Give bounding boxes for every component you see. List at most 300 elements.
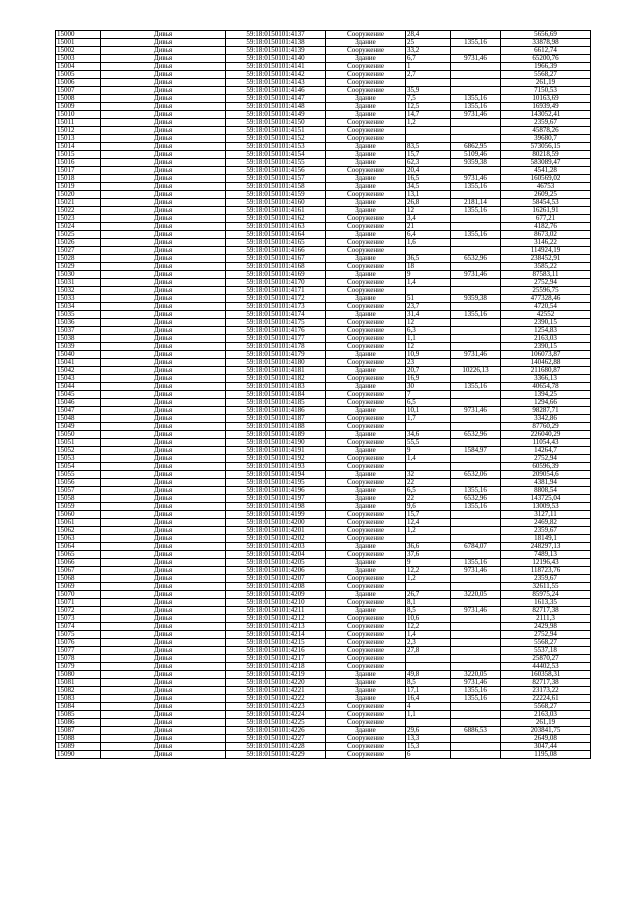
row-number-cell: 15071 — [56, 599, 101, 607]
area-cell: 6,7 — [406, 55, 451, 63]
row-number-cell: 15086 — [56, 719, 101, 727]
locality-cell: Дивья — [101, 311, 226, 319]
row-number-cell: 15028 — [56, 255, 101, 263]
object-type-cell: Сооружение — [326, 455, 406, 463]
cadastral-value-cell: 5568,27 — [501, 71, 591, 79]
cadastral-value-cell: 14264,7 — [501, 447, 591, 455]
row-number-cell: 15033 — [56, 295, 101, 303]
row-number-cell: 15076 — [56, 639, 101, 647]
area-cell — [406, 535, 451, 543]
table-row — [56, 687, 591, 695]
object-type-cell: Сооружение — [326, 735, 406, 743]
cadastral-value-cell: 22224,61 — [501, 695, 591, 703]
row-number-cell: 15026 — [56, 239, 101, 247]
area-cell: 12,2 — [406, 623, 451, 631]
cadastral-number-cell: 59:18:0150101:4147 — [226, 95, 326, 103]
table-row — [56, 535, 591, 543]
locality-cell: Дивья — [101, 143, 226, 151]
object-type-cell: Сооружение — [326, 663, 406, 671]
locality-cell: Дивья — [101, 199, 226, 207]
area-cell — [406, 463, 451, 471]
rate-cell: 6532,96 — [451, 431, 501, 439]
row-number-cell: 15040 — [56, 351, 101, 359]
rate-cell: 9359,38 — [451, 295, 501, 303]
table-row — [56, 415, 591, 423]
locality-cell: Дивья — [101, 327, 226, 335]
cadastral-value-cell: 40654,78 — [501, 383, 591, 391]
cadastral-value-cell: 87760,29 — [501, 423, 591, 431]
cadastral-number-cell: 59:18:0150101:4141 — [226, 63, 326, 71]
rate-cell — [451, 223, 501, 231]
cadastral-number-cell: 59:18:0150101:4208 — [226, 583, 326, 591]
area-cell: 10,6 — [406, 615, 451, 623]
cadastral-number-cell: 59:18:0150101:4199 — [226, 511, 326, 519]
cadastral-value-cell: 4541,28 — [501, 167, 591, 175]
table-row — [56, 151, 591, 159]
cadastral-number-cell: 59:18:0150101:4196 — [226, 487, 326, 495]
cadastral-value-cell: 44402,53 — [501, 663, 591, 671]
cadastral-number-cell: 59:18:0150101:4161 — [226, 207, 326, 215]
cadastral-value-cell: 5656,69 — [501, 31, 591, 39]
table-row — [56, 631, 591, 639]
object-type-cell: Здание — [326, 495, 406, 503]
row-number-cell: 15084 — [56, 703, 101, 711]
rate-cell — [451, 631, 501, 639]
cadastral-value-cell: 7489,13 — [501, 551, 591, 559]
row-number-cell: 15012 — [56, 127, 101, 135]
cadastral-number-cell: 59:18:0150101:4178 — [226, 343, 326, 351]
cadastral-number-cell: 59:18:0150101:4202 — [226, 535, 326, 543]
area-cell: 1,2 — [406, 119, 451, 127]
row-number-cell: 15048 — [56, 415, 101, 423]
row-number-cell: 15052 — [56, 447, 101, 455]
object-type-cell: Сооружение — [326, 639, 406, 647]
rate-cell: 1355,16 — [451, 687, 501, 695]
table-row — [56, 719, 591, 727]
object-type-cell: Сооружение — [326, 743, 406, 751]
table-row — [56, 223, 591, 231]
object-type-cell: Здание — [326, 199, 406, 207]
cadastral-number-cell: 59:18:0150101:4169 — [226, 271, 326, 279]
cadastral-value-cell: 2390,15 — [501, 343, 591, 351]
locality-cell: Дивья — [101, 743, 226, 751]
object-type-cell: Сооружение — [326, 343, 406, 351]
area-cell: 1,6 — [406, 239, 451, 247]
table-row — [56, 527, 591, 535]
locality-cell: Дивья — [101, 623, 226, 631]
object-type-cell: Сооружение — [326, 439, 406, 447]
rate-cell — [451, 639, 501, 647]
row-number-cell: 15089 — [56, 743, 101, 751]
cadastral-value-cell: 46753 — [501, 183, 591, 191]
rate-cell — [451, 623, 501, 631]
object-type-cell: Здание — [326, 567, 406, 575]
rate-cell — [451, 463, 501, 471]
rate-cell: 2181,14 — [451, 199, 501, 207]
cadastral-value-cell: 39680,7 — [501, 135, 591, 143]
object-type-cell: Здание — [326, 295, 406, 303]
locality-cell: Дивья — [101, 663, 226, 671]
cadastral-number-cell: 59:18:0150101:4205 — [226, 559, 326, 567]
rate-cell — [451, 735, 501, 743]
cadastral-number-cell: 59:18:0150101:4174 — [226, 311, 326, 319]
object-type-cell: Здание — [326, 175, 406, 183]
table-row — [56, 607, 591, 615]
locality-cell: Дивья — [101, 455, 226, 463]
rate-cell: 1355,16 — [451, 311, 501, 319]
rate-cell — [451, 335, 501, 343]
area-cell: 16,9 — [406, 375, 451, 383]
row-number-cell: 15014 — [56, 143, 101, 151]
cadastral-value-cell: 60596,39 — [501, 463, 591, 471]
area-cell: 12,5 — [406, 103, 451, 111]
locality-cell: Дивья — [101, 63, 226, 71]
cadastral-value-cell: 82717,38 — [501, 679, 591, 687]
area-cell: 27,8 — [406, 647, 451, 655]
locality-cell: Дивья — [101, 271, 226, 279]
rate-cell: 1355,16 — [451, 95, 501, 103]
rate-cell — [451, 191, 501, 199]
row-number-cell: 15067 — [56, 567, 101, 575]
table-row — [56, 367, 591, 375]
row-number-cell: 15021 — [56, 199, 101, 207]
row-number-cell: 15011 — [56, 119, 101, 127]
cadastral-value-cell: 13009,53 — [501, 503, 591, 511]
cadastral-number-cell: 59:18:0150101:4188 — [226, 423, 326, 431]
object-type-cell: Сооружение — [326, 711, 406, 719]
cadastral-value-cell: 87583,11 — [501, 271, 591, 279]
row-number-cell: 15005 — [56, 71, 101, 79]
locality-cell: Дивья — [101, 167, 226, 175]
table-row — [56, 599, 591, 607]
table-row — [56, 583, 591, 591]
table-row — [56, 247, 591, 255]
object-type-cell: Сооружение — [326, 463, 406, 471]
area-cell: 4 — [406, 703, 451, 711]
cadastral-value-cell: 209054,6 — [501, 471, 591, 479]
rate-cell — [451, 279, 501, 287]
cadastral-number-cell: 59:18:0150101:4180 — [226, 359, 326, 367]
area-cell — [406, 79, 451, 87]
rate-cell — [451, 215, 501, 223]
cadastral-value-cell: 80218,59 — [501, 151, 591, 159]
cadastral-number-cell: 59:18:0150101:4168 — [226, 263, 326, 271]
rate-cell — [451, 527, 501, 535]
cadastral-value-cell: 261,19 — [501, 79, 591, 87]
rate-cell — [451, 31, 501, 39]
cadastral-number-cell: 59:18:0150101:4159 — [226, 191, 326, 199]
locality-cell: Дивья — [101, 679, 226, 687]
row-number-cell: 15090 — [56, 751, 101, 759]
cadastral-number-cell: 59:18:0150101:4156 — [226, 167, 326, 175]
row-number-cell: 15023 — [56, 215, 101, 223]
table-row — [56, 679, 591, 687]
row-number-cell: 15081 — [56, 679, 101, 687]
cadastral-number-cell: 59:18:0150101:4162 — [226, 215, 326, 223]
rate-cell — [451, 415, 501, 423]
cadastral-number-cell: 59:18:0150101:4165 — [226, 239, 326, 247]
area-cell: 1,2 — [406, 575, 451, 583]
area-cell: 37,6 — [406, 551, 451, 559]
cadastral-number-cell: 59:18:0150101:4211 — [226, 607, 326, 615]
row-number-cell: 15016 — [56, 159, 101, 167]
object-type-cell: Сооружение — [326, 703, 406, 711]
locality-cell: Дивья — [101, 375, 226, 383]
table-row — [56, 471, 591, 479]
area-cell — [406, 423, 451, 431]
cadastral-value-cell: 5568,27 — [501, 703, 591, 711]
row-number-cell: 15044 — [56, 383, 101, 391]
object-type-cell: Сооружение — [326, 399, 406, 407]
cadastral-number-cell: 59:18:0150101:4214 — [226, 631, 326, 639]
cadastral-value-cell: 2609,25 — [501, 191, 591, 199]
row-number-cell: 15078 — [56, 655, 101, 663]
locality-cell: Дивья — [101, 479, 226, 487]
table-row — [56, 311, 591, 319]
locality-cell: Дивья — [101, 655, 226, 663]
cadastral-number-cell: 59:18:0150101:4207 — [226, 575, 326, 583]
cadastral-number-cell: 59:18:0150101:4195 — [226, 479, 326, 487]
row-number-cell: 15037 — [56, 327, 101, 335]
cadastral-value-cell: 3366,13 — [501, 375, 591, 383]
area-cell: 26,8 — [406, 199, 451, 207]
area-cell: 6,3 — [406, 327, 451, 335]
cadastral-value-cell: 65200,76 — [501, 55, 591, 63]
cadastral-value-cell: 114924,19 — [501, 247, 591, 255]
cadastral-value-cell: 2649,08 — [501, 735, 591, 743]
locality-cell: Дивья — [101, 343, 226, 351]
cadastral-value-cell: 1195,08 — [501, 751, 591, 759]
cadastral-number-cell: 59:18:0150101:4148 — [226, 103, 326, 111]
row-number-cell: 15061 — [56, 519, 101, 527]
area-cell: 6 — [406, 751, 451, 759]
cadastral-number-cell: 59:18:0150101:4206 — [226, 567, 326, 575]
area-cell: 9,6 — [406, 503, 451, 511]
row-number-cell: 15054 — [56, 463, 101, 471]
object-type-cell: Сооружение — [326, 359, 406, 367]
cadastral-number-cell: 59:18:0150101:4184 — [226, 391, 326, 399]
area-cell: 55,5 — [406, 439, 451, 447]
object-type-cell: Сооружение — [326, 631, 406, 639]
row-number-cell: 15032 — [56, 287, 101, 295]
object-type-cell: Сооружение — [326, 327, 406, 335]
object-type-cell: Здание — [326, 679, 406, 687]
rate-cell — [451, 399, 501, 407]
object-type-cell: Здание — [326, 687, 406, 695]
locality-cell: Дивья — [101, 487, 226, 495]
row-number-cell: 15036 — [56, 319, 101, 327]
cadastral-number-cell: 59:18:0150101:4227 — [226, 735, 326, 743]
area-cell — [406, 135, 451, 143]
rate-cell — [451, 719, 501, 727]
row-number-cell: 15015 — [56, 151, 101, 159]
rate-cell: 3220,05 — [451, 591, 501, 599]
area-cell: 17,1 — [406, 687, 451, 695]
table-row — [56, 239, 591, 247]
table-row — [56, 343, 591, 351]
area-cell: 13,3 — [406, 735, 451, 743]
locality-cell: Дивья — [101, 263, 226, 271]
cadastral-value-cell: 25596,75 — [501, 287, 591, 295]
locality-cell: Дивья — [101, 719, 226, 727]
area-cell: 15,7 — [406, 511, 451, 519]
table-row — [56, 359, 591, 367]
locality-cell: Дивья — [101, 631, 226, 639]
cadastral-value-cell: 2752,94 — [501, 631, 591, 639]
object-type-cell: Сооружение — [326, 71, 406, 79]
rate-cell: 1355,16 — [451, 503, 501, 511]
row-number-cell: 15006 — [56, 79, 101, 87]
row-number-cell: 15024 — [56, 223, 101, 231]
cadastral-value-cell: 33878,98 — [501, 39, 591, 47]
object-type-cell: Сооружение — [326, 135, 406, 143]
row-number-cell: 15004 — [56, 63, 101, 71]
rate-cell: 9731,46 — [451, 111, 501, 119]
cadastral-number-cell: 59:18:0150101:4213 — [226, 623, 326, 631]
object-type-cell: Сооружение — [326, 575, 406, 583]
object-type-cell: Сооружение — [326, 599, 406, 607]
table-row — [56, 695, 591, 703]
area-cell: 29,6 — [406, 727, 451, 735]
object-type-cell: Здание — [326, 543, 406, 551]
object-type-cell: Сооружение — [326, 263, 406, 271]
object-type-cell: Здание — [326, 255, 406, 263]
cadastral-number-cell: 59:18:0150101:4146 — [226, 87, 326, 95]
row-number-cell: 15072 — [56, 607, 101, 615]
table-row — [56, 703, 591, 711]
locality-cell: Дивья — [101, 519, 226, 527]
table-row — [56, 79, 591, 87]
rate-cell — [451, 63, 501, 71]
locality-cell: Дивья — [101, 215, 226, 223]
table-row — [56, 351, 591, 359]
table-row — [56, 207, 591, 215]
rate-cell: 9731,46 — [451, 607, 501, 615]
cadastral-value-cell: 3342,86 — [501, 415, 591, 423]
cadastral-number-cell: 59:18:0150101:4173 — [226, 303, 326, 311]
cadastral-number-cell: 59:18:0150101:4172 — [226, 295, 326, 303]
cadastral-value-cell: 3146,22 — [501, 239, 591, 247]
cadastral-number-cell: 59:18:0150101:4187 — [226, 415, 326, 423]
object-type-cell: Сооружение — [326, 415, 406, 423]
object-type-cell: Здание — [326, 383, 406, 391]
row-number-cell: 15085 — [56, 711, 101, 719]
locality-cell: Дивья — [101, 615, 226, 623]
cadastral-number-cell: 59:18:0150101:4186 — [226, 407, 326, 415]
locality-cell: Дивья — [101, 183, 226, 191]
row-number-cell: 15030 — [56, 271, 101, 279]
locality-cell: Дивья — [101, 407, 226, 415]
rate-cell — [451, 391, 501, 399]
locality-cell: Дивья — [101, 287, 226, 295]
locality-cell: Дивья — [101, 303, 226, 311]
row-number-cell: 15007 — [56, 87, 101, 95]
cadastral-number-cell: 59:18:0150101:4212 — [226, 615, 326, 623]
area-cell: 33,2 — [406, 47, 451, 55]
cadastral-value-cell: 6612,74 — [501, 47, 591, 55]
row-number-cell: 15070 — [56, 591, 101, 599]
cadastral-value-cell: 140462,88 — [501, 359, 591, 367]
row-number-cell: 15042 — [56, 367, 101, 375]
locality-cell: Дивья — [101, 383, 226, 391]
rate-cell — [451, 551, 501, 559]
rate-cell — [451, 615, 501, 623]
rate-cell: 9731,46 — [451, 567, 501, 575]
locality-cell: Дивья — [101, 735, 226, 743]
row-number-cell: 15063 — [56, 535, 101, 543]
row-number-cell: 15074 — [56, 623, 101, 631]
locality-cell: Дивья — [101, 431, 226, 439]
rate-cell — [451, 239, 501, 247]
table-row — [56, 199, 591, 207]
cadastral-value-cell: 3127,11 — [501, 511, 591, 519]
cadastral-value-cell: 1254,83 — [501, 327, 591, 335]
cadastral-number-cell: 59:18:0150101:4222 — [226, 695, 326, 703]
rate-cell — [451, 535, 501, 543]
cadastral-value-cell: 11054,43 — [501, 439, 591, 447]
area-cell: 18 — [406, 263, 451, 271]
table-row — [56, 55, 591, 63]
cadastral-number-cell: 59:18:0150101:4192 — [226, 455, 326, 463]
table-row — [56, 567, 591, 575]
area-cell: 1,1 — [406, 335, 451, 343]
locality-cell: Дивья — [101, 423, 226, 431]
row-number-cell: 15046 — [56, 399, 101, 407]
cadastral-number-cell: 59:18:0150101:4228 — [226, 743, 326, 751]
locality-cell: Дивья — [101, 471, 226, 479]
table-row — [56, 463, 591, 471]
row-number-cell: 15073 — [56, 615, 101, 623]
object-type-cell: Здание — [326, 407, 406, 415]
area-cell: 6,4 — [406, 231, 451, 239]
locality-cell: Дивья — [101, 639, 226, 647]
cadastral-value-cell: 82717,38 — [501, 607, 591, 615]
object-type-cell: Сооружение — [326, 551, 406, 559]
object-type-cell: Здание — [326, 39, 406, 47]
cadastral-value-cell: 2163,03 — [501, 335, 591, 343]
locality-cell: Дивья — [101, 367, 226, 375]
locality-cell: Дивья — [101, 175, 226, 183]
table-row — [56, 431, 591, 439]
area-cell: 22 — [406, 479, 451, 487]
cadastral-number-cell: 59:18:0150101:4175 — [226, 319, 326, 327]
table-row — [56, 399, 591, 407]
cadastral-value-cell: 160358,31 — [501, 671, 591, 679]
area-cell — [406, 247, 451, 255]
rate-cell — [451, 519, 501, 527]
cadastral-value-cell: 18149,1 — [501, 535, 591, 543]
row-number-cell: 15022 — [56, 207, 101, 215]
row-number-cell: 15009 — [56, 103, 101, 111]
table-row — [56, 279, 591, 287]
area-cell: 8,5 — [406, 679, 451, 687]
object-type-cell: Сооружение — [326, 287, 406, 295]
row-number-cell: 15027 — [56, 247, 101, 255]
cadastral-value-cell: 2752,94 — [501, 279, 591, 287]
table-row — [56, 503, 591, 511]
cadastral-value-cell: 261,19 — [501, 719, 591, 727]
rate-cell — [451, 247, 501, 255]
rate-cell — [451, 167, 501, 175]
row-number-cell: 15025 — [56, 231, 101, 239]
locality-cell: Дивья — [101, 575, 226, 583]
locality-cell: Дивья — [101, 727, 226, 735]
locality-cell: Дивья — [101, 751, 226, 759]
table-row — [56, 751, 591, 759]
cadastral-number-cell: 59:18:0150101:4160 — [226, 199, 326, 207]
area-cell: 16,4 — [406, 695, 451, 703]
rate-cell — [451, 359, 501, 367]
